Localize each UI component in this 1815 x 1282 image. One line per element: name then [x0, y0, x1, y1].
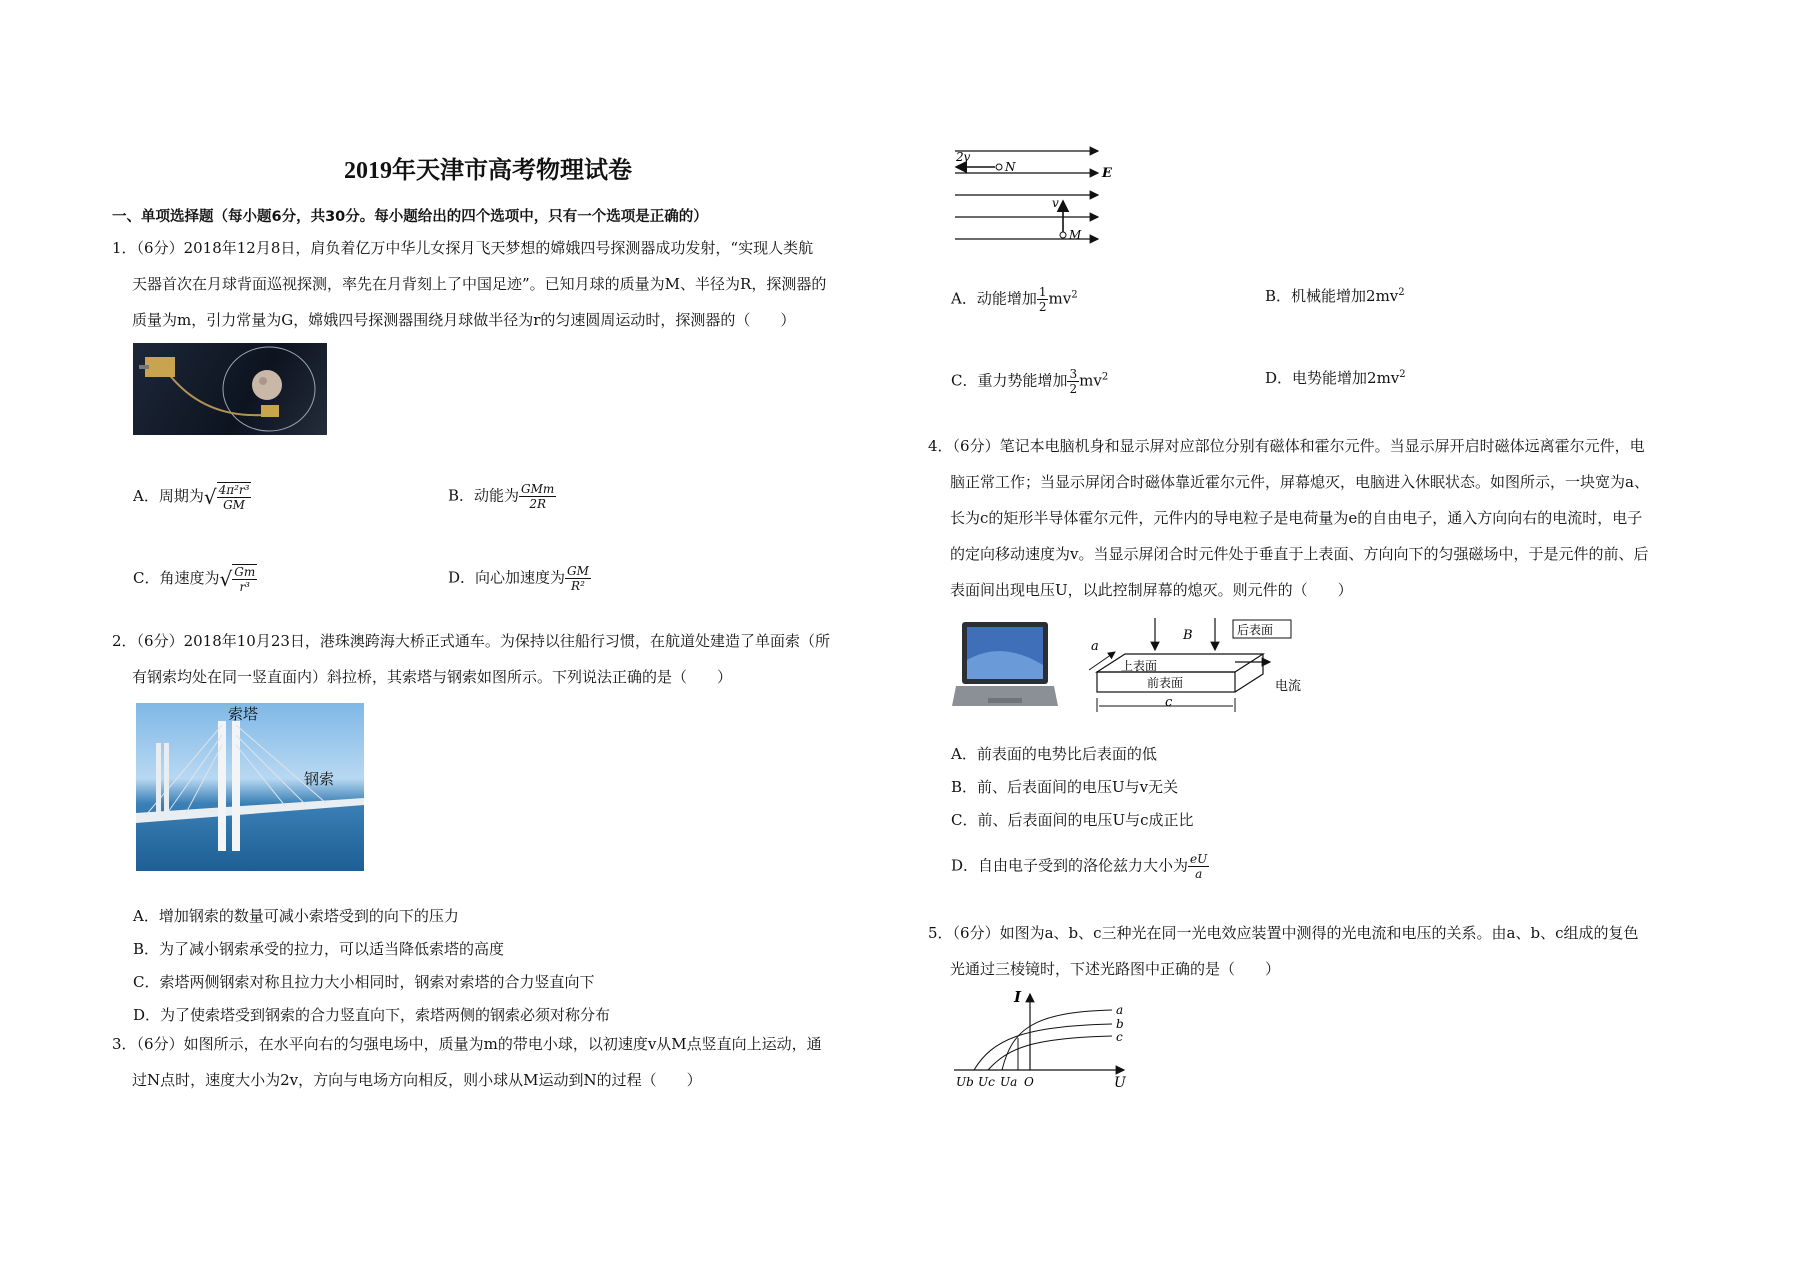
label-top-surface: 上表面 [1121, 659, 1158, 673]
q3-c-tail: mv [1079, 371, 1102, 390]
label-e: E [1102, 166, 1112, 181]
q3-c-numerator: 3 [1069, 367, 1078, 381]
question-2-text [112, 623, 902, 695]
point-n-marker [996, 164, 1002, 170]
q1-d-denominator: R² [571, 579, 585, 593]
q1-option-b[interactable] [448, 482, 556, 511]
q1-c-numerator: Gm [234, 565, 256, 579]
q1-line-1: 1．（6分）2018年12月8日，肩负着亿万中华儿女探月飞天梦想的嫦娥四号探测器成功发射，“实现人类航 [112, 239, 814, 257]
q3-a-numerator: 1 [1038, 285, 1047, 299]
bridge-image [136, 703, 364, 871]
q3-c-denominator: 2 [1069, 382, 1078, 396]
label-current: 电流 [1275, 679, 1302, 694]
q2-option-b[interactable]: B．为了减小钢索承受的拉力，可以适当降低索塔的高度 [133, 940, 505, 958]
q1-option-a-label: A．周期为 [133, 487, 204, 505]
q2-options [133, 900, 610, 1032]
width-a-arrow [1089, 652, 1115, 670]
q2-line-1: 2．（6分）2018年10月23日，港珠澳跨海大桥正式通车。为保持以往船行习惯，在航道处建造了单面索（所 [112, 632, 830, 650]
q2-line-2: 有钢索均处在同一竖直面内）斜拉桥，其索塔与钢索如图所示。下列说法正确的是（ ） [132, 668, 733, 686]
probe-illustration [133, 343, 327, 435]
q3-option-c-label: C．重力势能增加 [951, 371, 1068, 390]
electric-field-diagram [950, 143, 1130, 248]
label-m: M [1069, 228, 1082, 242]
q3-b-exponent: 2 [1398, 287, 1405, 298]
q4-d-numerator: eU [1190, 852, 1208, 866]
label-b: B [1183, 628, 1193, 643]
q3-d-exponent: 2 [1399, 369, 1406, 380]
q3-a-exponent: 2 [1071, 289, 1078, 301]
label-origin: O [1024, 1075, 1034, 1089]
question-4-text [928, 428, 1728, 608]
question-1-text [112, 230, 902, 338]
chang-e-4-probe-image [133, 343, 327, 435]
q4-line-1: 4．（6分）笔记本电脑机身和显示屏对应部位分别有磁体和霍尔元件。当显示屏开启时磁体远离霍尔元件，电 [928, 437, 1645, 455]
label-n: N [1005, 160, 1016, 174]
q4-option-a[interactable]: A．前表面的电势比后表面的低 [951, 745, 1157, 763]
q1-option-a[interactable]: A．周期为√ $\frac{\text{4π²r³}}{GM}$ [133, 483, 250, 512]
q1-option-d-label: D．向心加速度为 [448, 568, 566, 587]
label-uc: Uc [978, 1075, 995, 1089]
laptop-image [952, 620, 1060, 716]
section-header: 一、单项选择题（每小题6分，共30分。每小题给出的四个选项中，只有一个选项是正确的） [112, 209, 708, 225]
q5-line-2: 光通过三棱镜时，下述光路图中正确的是（ ） [950, 960, 1281, 978]
q4-line-2: 脑正常工作；当显示屏闭合时磁体靠近霍尔元件，屏幕熄灭，电脑进入休眠状态。如图所示，一块宽为a、 [950, 473, 1649, 491]
q1-option-b-label: B．动能为 [448, 486, 520, 505]
q3-line-1: 3．（6分）如图所示，在水平向右的匀强电场中，质量为m的带电小球，以初速度v从M点竖直向上运动，通 [112, 1035, 822, 1053]
question-5-text [928, 915, 1728, 987]
label-curve-c: c [1116, 1030, 1123, 1044]
q3-line-2: 过N点时，速度大小为2v，方向与电场方向相反，则小球从M运动到N的过程（ ） [132, 1071, 702, 1089]
page-title: 2019年天津市高考物理试卷 [344, 158, 632, 184]
q3-option-a-label: A．动能增加 [951, 289, 1037, 308]
q1-b-denominator: 2R [529, 497, 546, 511]
label-u: U [1114, 1075, 1126, 1090]
label-i: I [1014, 990, 1022, 1006]
question-3-text [112, 1026, 902, 1098]
q3-option-b[interactable] [1265, 285, 1405, 306]
q4-option-d-label: D．自由电子受到的洛伦兹力大小为 [951, 856, 1189, 875]
label-front-surface: 前表面 [1147, 676, 1184, 690]
label-curve-a: a [1116, 1003, 1124, 1017]
q4-option-c[interactable]: C．前、后表面间的电压U与c成正比 [951, 811, 1194, 829]
q4-line-3: 长为c的矩形半导体霍尔元件，元件内的导电粒子是电荷量为e的自由电子，通入方向向右的电流时，电子 [950, 509, 1643, 527]
label-ua: Ua [1000, 1075, 1018, 1089]
q4-line-4: 的定向移动速度为v。当显示屏闭合时元件处于垂直于上表面、方向向下的匀强磁场中，于是元件的前、后 [950, 545, 1649, 563]
q5-line-1: 5．（6分）如图为a、b、c三种光在同一光电效应装置中测得的光电流和电压的关系。由a、b、c组成的复色 [928, 924, 1639, 942]
q3-option-d[interactable] [1265, 367, 1406, 388]
side-face [1235, 654, 1263, 692]
label-tower: 索塔 [228, 705, 259, 723]
hall-element-diagram [1085, 614, 1325, 724]
label-curve-b: b [1116, 1017, 1124, 1031]
q4-options [951, 738, 1194, 837]
q3-option-d-label: D．电势能增加2mv [1265, 369, 1400, 387]
q3-option-a[interactable] [951, 285, 1078, 314]
q4-option-d[interactable] [951, 852, 1209, 881]
q1-a-denominator: GM [223, 498, 245, 512]
q4-option-b[interactable]: B．前、后表面间的电压U与v无关 [951, 778, 1179, 796]
label-back-surface: 后表面 [1237, 623, 1274, 637]
label-c: c [1165, 695, 1173, 710]
q2-option-c[interactable]: C．索塔两侧钢索对称且拉力大小相同时，钢索对索塔的合力竖直向下 [133, 973, 595, 991]
q1-c-denominator: r³ [239, 580, 250, 594]
q3-a-tail: mv [1048, 289, 1072, 308]
q3-a-denominator: 2 [1038, 300, 1047, 314]
q1-a-numerator: 4π²r³ [218, 483, 250, 497]
q1-b-numerator: GMm [521, 482, 555, 496]
curve-c [988, 1036, 1112, 1070]
q1-option-c-label: C．角速度为 [133, 569, 220, 587]
q3-c-exponent: 2 [1101, 371, 1109, 383]
label-ub: Ub [956, 1075, 974, 1089]
label-cable: 钢索 [304, 770, 335, 788]
label-2v: 2v [956, 150, 971, 164]
point-m-marker [1060, 232, 1066, 238]
q3-option-c[interactable] [951, 367, 1108, 396]
photoelectric-iu-graph [952, 990, 1137, 1090]
q1-d-numerator: GM [567, 564, 589, 578]
q2-option-a[interactable]: A．增加钢索的数量可减小索塔受到的向下的压力 [133, 907, 459, 925]
q1-line-3: 质量为m，引力常量为G，嫦娥四号探测器围绕月球做半径为r的匀速圆周运动时，探测器的（ ） [132, 311, 796, 329]
q3-option-b-label: B．机械能增加2mv [1265, 287, 1399, 305]
label-a: a [1091, 639, 1099, 654]
q2-option-d[interactable]: D．为了使索塔受到钢索的合力竖直向下，索塔两侧的钢索必须对称分布 [133, 1006, 611, 1024]
q1-option-c[interactable]: C．角速度为√ $\frac{Gm}{\text{r³}}$ [133, 565, 256, 594]
q4-line-5: 表面间出现电压U，以此控制屏幕的熄灭。则元件的（ ） [950, 581, 1353, 599]
q1-option-d[interactable] [448, 564, 591, 593]
q4-d-denominator: a [1195, 867, 1203, 881]
q1-line-2: 天器首次在月球背面巡视探测，率先在月背刻上了中国足迹”。已知月球的质量为M、半径为R，探测器的 [132, 275, 827, 293]
laptop-illustration [952, 620, 1060, 716]
label-v: v [1052, 196, 1059, 210]
